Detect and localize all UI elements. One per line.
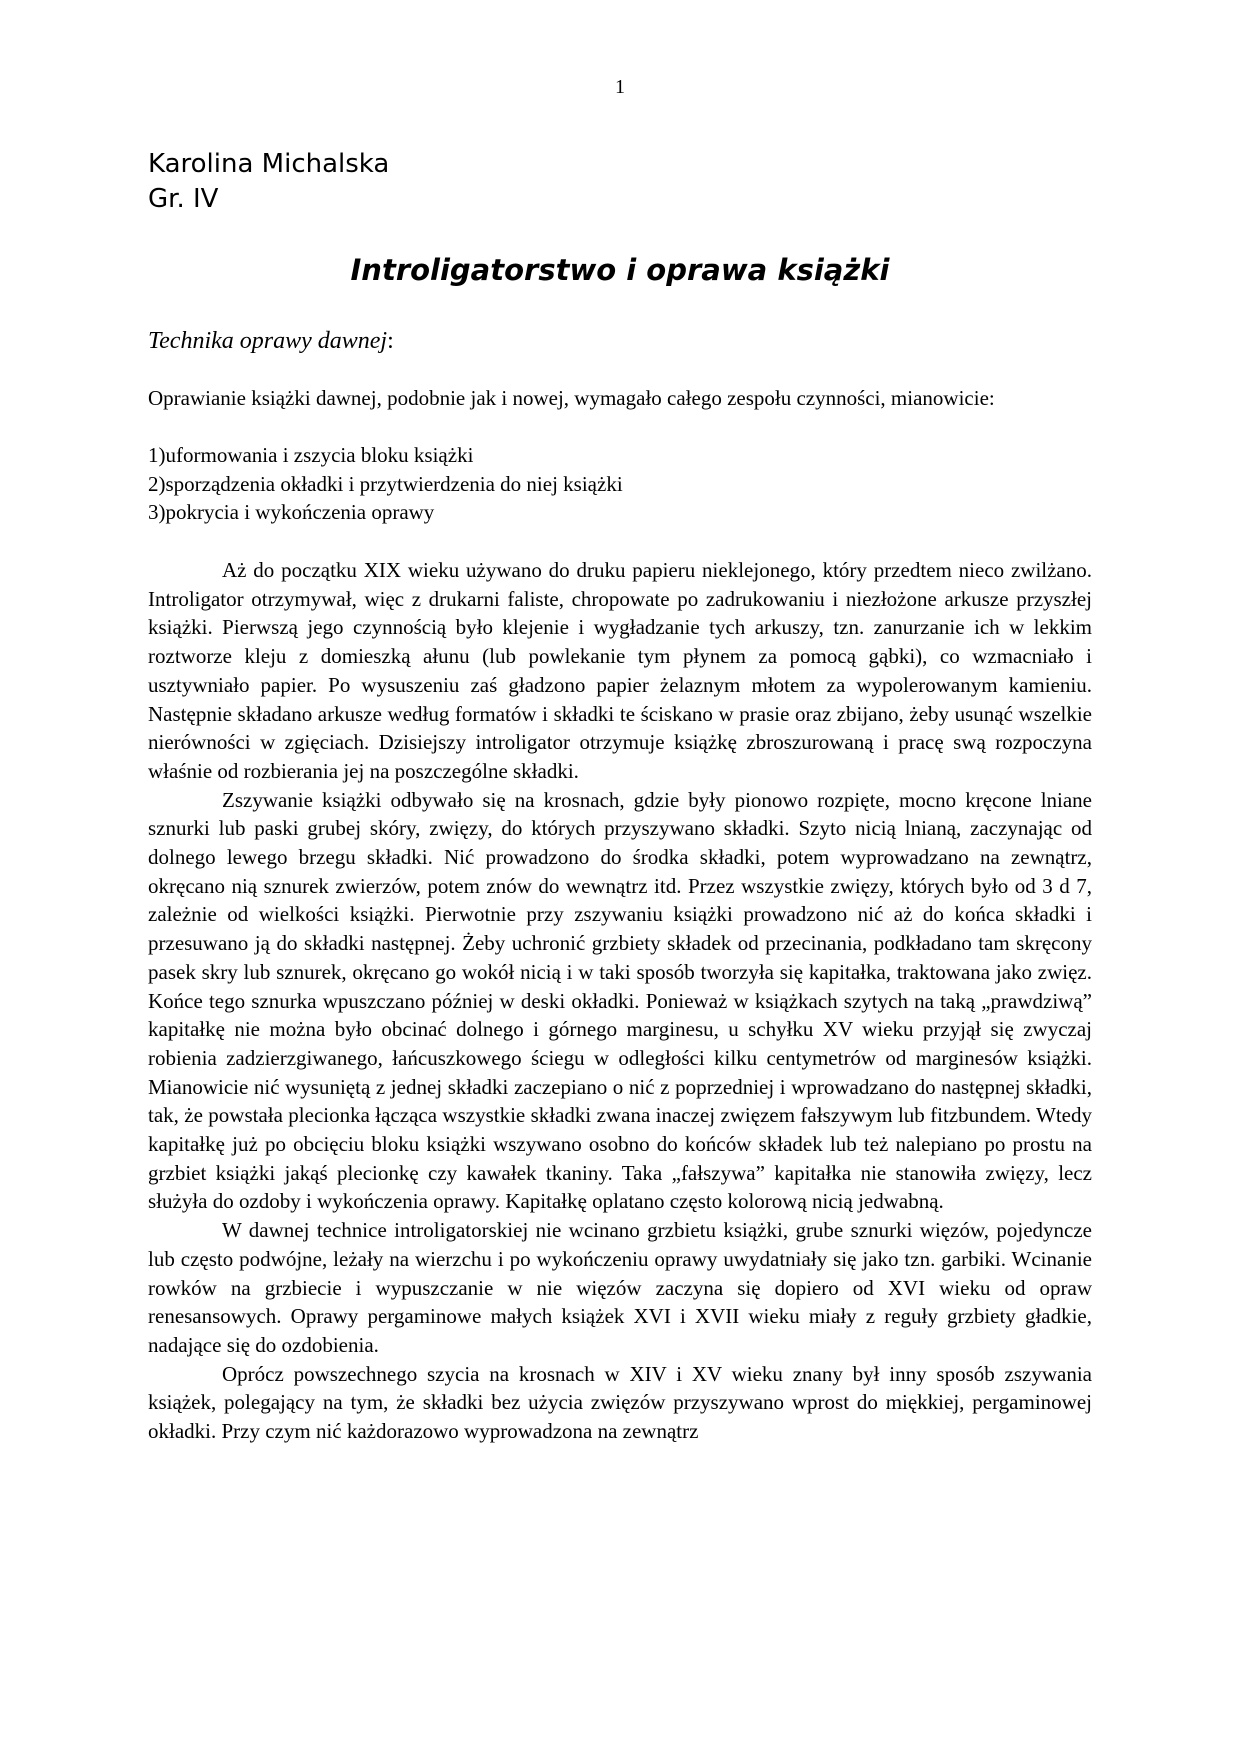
paragraph: W dawnej technice introligatorskiej nie wcinano grzbietu książki, grube sznurki więzów, pojedyncze lub często podwójne, leżały na wierzchu i po wykończeniu oprawy uwydatniały się jako tzn. garbiki. Wcinanie rowków na grzbiecie i wypuszczanie w nie więzów zaczyna się dopiero od XVI wieku od opraw renesansowych. Oprawy pergaminowe małych książek XVI i XVII wieku miały z reguły grzbiety gładkie, nadające się do ozdobienia. [148,1218,1092,1357]
section-heading-text: Technika oprawy dawnej [148,328,388,354]
author-block [148,147,389,217]
author-name: Karolina Michalska [148,149,390,179]
list-item: 1)uformowania i zszycia bloku książki [148,443,474,467]
author-group: Gr. IV [148,184,219,214]
list-item: 3)pokrycia i wykończenia oprawy [148,500,435,525]
list-item: 2)sporządzenia okładki i przytwierdzenia do niej książki [148,471,623,496]
page-number: 1 [615,76,625,98]
section-heading [148,328,394,355]
paragraph: Oprócz powszechnego szycia na krosnach w XIV i XV wieku znany był inny sposób zszywania książek, polegający na tym, że składki bez użycia zwięzów przyszywano wprost do miękkiej, pergaminowej okładki. Przy czym nić każdorazowo wyprowadzona na zewnątrz [148,1361,1092,1444]
main-text [148,556,1092,1446]
document-title: Introligatorstwo i oprawa książki [350,253,890,287]
steps-list [148,441,1092,527]
section-heading-colon: : [387,328,394,354]
paragraph: Zszywanie książki odbywało się na krosnach, gdzie były pionowo rozpięte, mocno kręcone lniane sznurki lub paski grubej skóry, zwięzy, do których przyszywano składki. Szyto nicią lnianą, zaczynając od dolnego lewego brzegu składki. Nić prowadzono do środka składki, potem wyprowadzano na zewnątrz, okręcano nią sznurek zwierzów, potem znów do wewnątrz itd. Przez wszystkie zwięzy, których było od 3 d 7, zależnie od wielkości książki. Pierwotnie przy zszywaniu książki prowadzono nić aż do końca składki i przesuwano ją do składki następnej. Żeby uchronić grzbiety składek od przecinania, podkładano tam skręcony pasek skry lub sznurek, okręcano go wokół nicią i w taki sposób tworzyła się kapitałka, traktowana jako zwięz. Końce tego sznurka wpuszczano później w deski okładki. Ponieważ w książkach szytych na taką „prawdziwą” kapitałkę nie można było obcinać dolnego i górnego marginesu, u schyłku XV wieku przyjął się zwyczaj robienia zadzierzgiwanego, łańcuszkowego ściegu w odległości kilku centymetrów od marginesów książki. Mianowicie nić wysuniętą z jednej składki zaczepiano o nić z poprzedniej i wprowadzano do następnej składki, tak, że powstała plecionka łącząca wszystkie składki zwana inaczej zwięzem fałszywym lub fitzbundem. Wtedy kapitałkę już po obcięciu bloku książki wszywano osobno do końców składek lub też nalepiano po prostu na grzbiet książki jakąś plecionkę czy kawałek tkaniny. Taka „fałszywa” kapitałka nie stanowiła zwięzy, lecz służyła do ozdoby i wykończenia oprawy. Kapitałkę oplatano często kolorową nicią jedwabną. [148,787,1092,1214]
paragraph: Aż do początku XIX wieku używano do druku papieru nieklejonego, który przedtem nieco zwilżano. Introligator otrzymywał, więc z drukarni faliste, chropowate po zadrukowaniu i niezłożone arkusze przyszłej książki. Pierwszą jego czynnością było klejenie i wygładzanie tych arkuszy, tzn. zanurzanie ich w lekkim roztworze kleju z domieszką ałunu (lub powlekanie tym płynem za pomocą gąbki), co wzmacniało i usztywniało papier. Po wysuszeniu zaś gładzono papier żelaznym młotem za wypolerowanym kamieniu. Następnie składano arkusze według formatów i składki te ściskano w prasie oraz zbijano, żeby usunąć wszelkie nierówności w zgięciach. Dzisiejszy introligator otrzymuje książkę zbroszurowaną i pracę swą rozpoczyna właśnie od rozbierania jej na poszczególne składki. [148,558,1092,783]
intro-paragraph: Oprawianie książki dawnej, podobnie jak i nowej, wymagało całego zespołu czynności, mianowicie: [148,386,995,410]
